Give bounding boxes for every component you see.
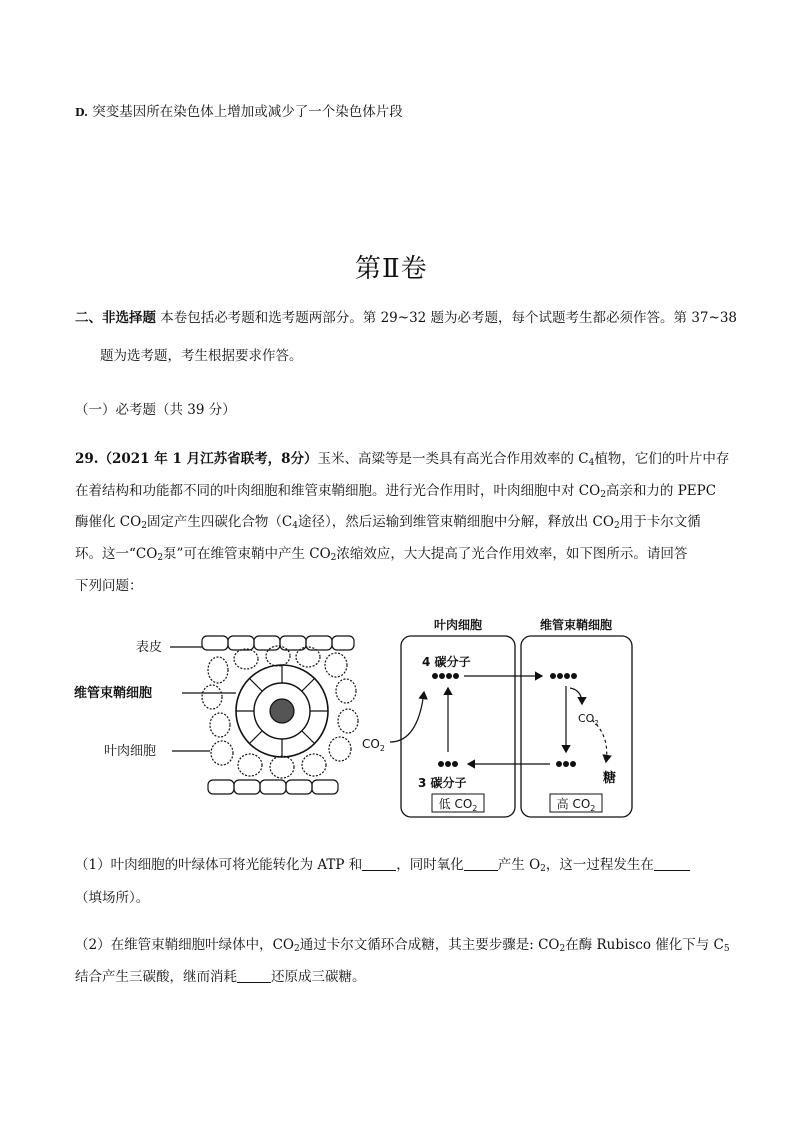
c3-label: 3 碳分子 [418,776,467,790]
subscript: 2 [330,553,337,563]
option-d [75,104,403,120]
subscript: 2 [613,521,620,531]
q29-text: 高亲和力的 PEPC [605,483,717,499]
high-co2-label: 高 $CO_2$ [556,797,596,813]
q1-text: （1）叶肉细胞的叶绿体可将光能转化为 ATP 和 [75,857,363,873]
arrow-co2-fixation [390,692,424,742]
label-mesophyll-cell: 叶肉细胞 [104,744,157,759]
option-d-label: D. [75,106,88,119]
subscript: 2 [157,553,164,563]
q1-text: 产生 O [497,857,541,873]
q29-text: 固定产生四碳化合物（C [146,514,293,530]
subscript: 2 [559,944,566,954]
q2-text: （2）在维管束鞘细胞叶绿体中，CO [75,937,294,953]
q2-text: 在酶 Rubisco 催化下与 C [565,937,724,953]
subscript: 2 [141,521,147,531]
subscript: 4 [588,458,595,468]
q29-sub1-line2: （填场所）。 [75,890,150,906]
arrow-co2-release [570,688,582,704]
mesophyll-box-title: 叶肉细胞 [433,618,483,632]
q29-text: 环。这一“CO [75,546,158,562]
answer-blank-3[interactable] [654,858,690,871]
answer-blank-2[interactable] [464,858,498,871]
q29-line1 [75,451,729,469]
q29-text: 玉米、高粱等是一类具有高光合作用效率的 C [317,451,589,467]
answer-blank-4[interactable] [237,970,271,983]
q29-line5: 下列问题： [75,578,143,594]
subscript: 2 [600,490,606,500]
q29-sub2-line1 [75,937,730,955]
sheath-box-title: 维管束鞘细胞 [539,618,613,632]
q29-text: 泵”可在维管束鞘中产生 CO [163,546,331,562]
subscript: 2 [540,864,546,874]
q2-text: 还原成三碳糖。 [271,969,366,985]
q29-text: 酶催化 CO [75,514,142,530]
section2-line1 [75,310,737,326]
label-epidermis: 表皮 [136,640,163,655]
q29-sub2-line2 [75,969,366,985]
q29-source: （2021 年 1 月江苏省联考，8分） [98,451,318,467]
subscript: 4 [292,521,299,531]
q1-text: ，同时氧化 [396,857,464,873]
q29-line4 [75,546,687,564]
section2-heading: 二、非选择题 [75,310,156,326]
c4-label: 4 碳分子 [422,655,471,669]
co2-release-label: $CO_2$ [578,712,599,727]
volume-title: 第Ⅱ卷 [355,254,428,284]
section2-line2: 题为选考题，考生根据要求作答。 [100,348,303,364]
q1-text: ，这一过程发生在 [545,857,654,873]
q29-line2 [75,483,716,501]
c4-molecule-left [432,673,459,679]
c3-molecule-left [438,761,458,767]
q2-text: 结合产生三碳酸，继而消耗 [75,969,237,985]
leaf-cross-section-figure [60,625,370,825]
c3-molecule-right [556,761,576,767]
sheath-box [521,636,632,817]
sugar-label: 糖 [603,771,617,786]
q29-text: 在着结构和功能都不同的叶肉细胞和维管束鞘细胞。进行光合作用时，叶肉细胞中对 CO [75,483,601,499]
co2-input-label: $CO_2$ [362,737,385,753]
q29-line3 [75,514,701,532]
q29-text: 浓缩效应，大大提高了光合作用效率，如下图所示。请回答 [336,546,688,562]
q29-text: 植物，它们的叶片中存 [594,451,730,467]
q29-text: 用于卡尔文循 [619,514,701,530]
required-heading: （一）必考题（共 39 分） [75,402,236,418]
answer-blank-1[interactable] [362,858,396,871]
q29-number: 29. [75,451,99,467]
low-co2-label: 低 $CO_2$ [438,797,478,813]
q29-sub1-line1 [75,857,690,875]
label-sheath-cell: 维管束鞘细胞 [74,686,153,701]
upper-epidermis [202,636,354,650]
lower-epidermis [208,780,338,794]
q29-text: 途径），然后运输到维管束鞘细胞中分解，释放出 CO [298,514,614,530]
subscript: 5 [723,944,730,954]
section2-line1-text: 本卷包括必考题和选考题两部分。第 29~32 题为必考题，每个试题考生都必须作答。第 37~38 [160,310,738,326]
c4-pathway-diagram [360,612,645,822]
subscript: 2 [294,944,300,954]
c4-molecule-right [550,673,577,679]
vascular-core [270,699,294,723]
q2-text: 通过卡尔文循环合成糖，其主要步骤是: CO [299,937,560,953]
option-d-text: 突变基因所在染色体上增加或减少了一个染色体片段 [92,104,403,120]
